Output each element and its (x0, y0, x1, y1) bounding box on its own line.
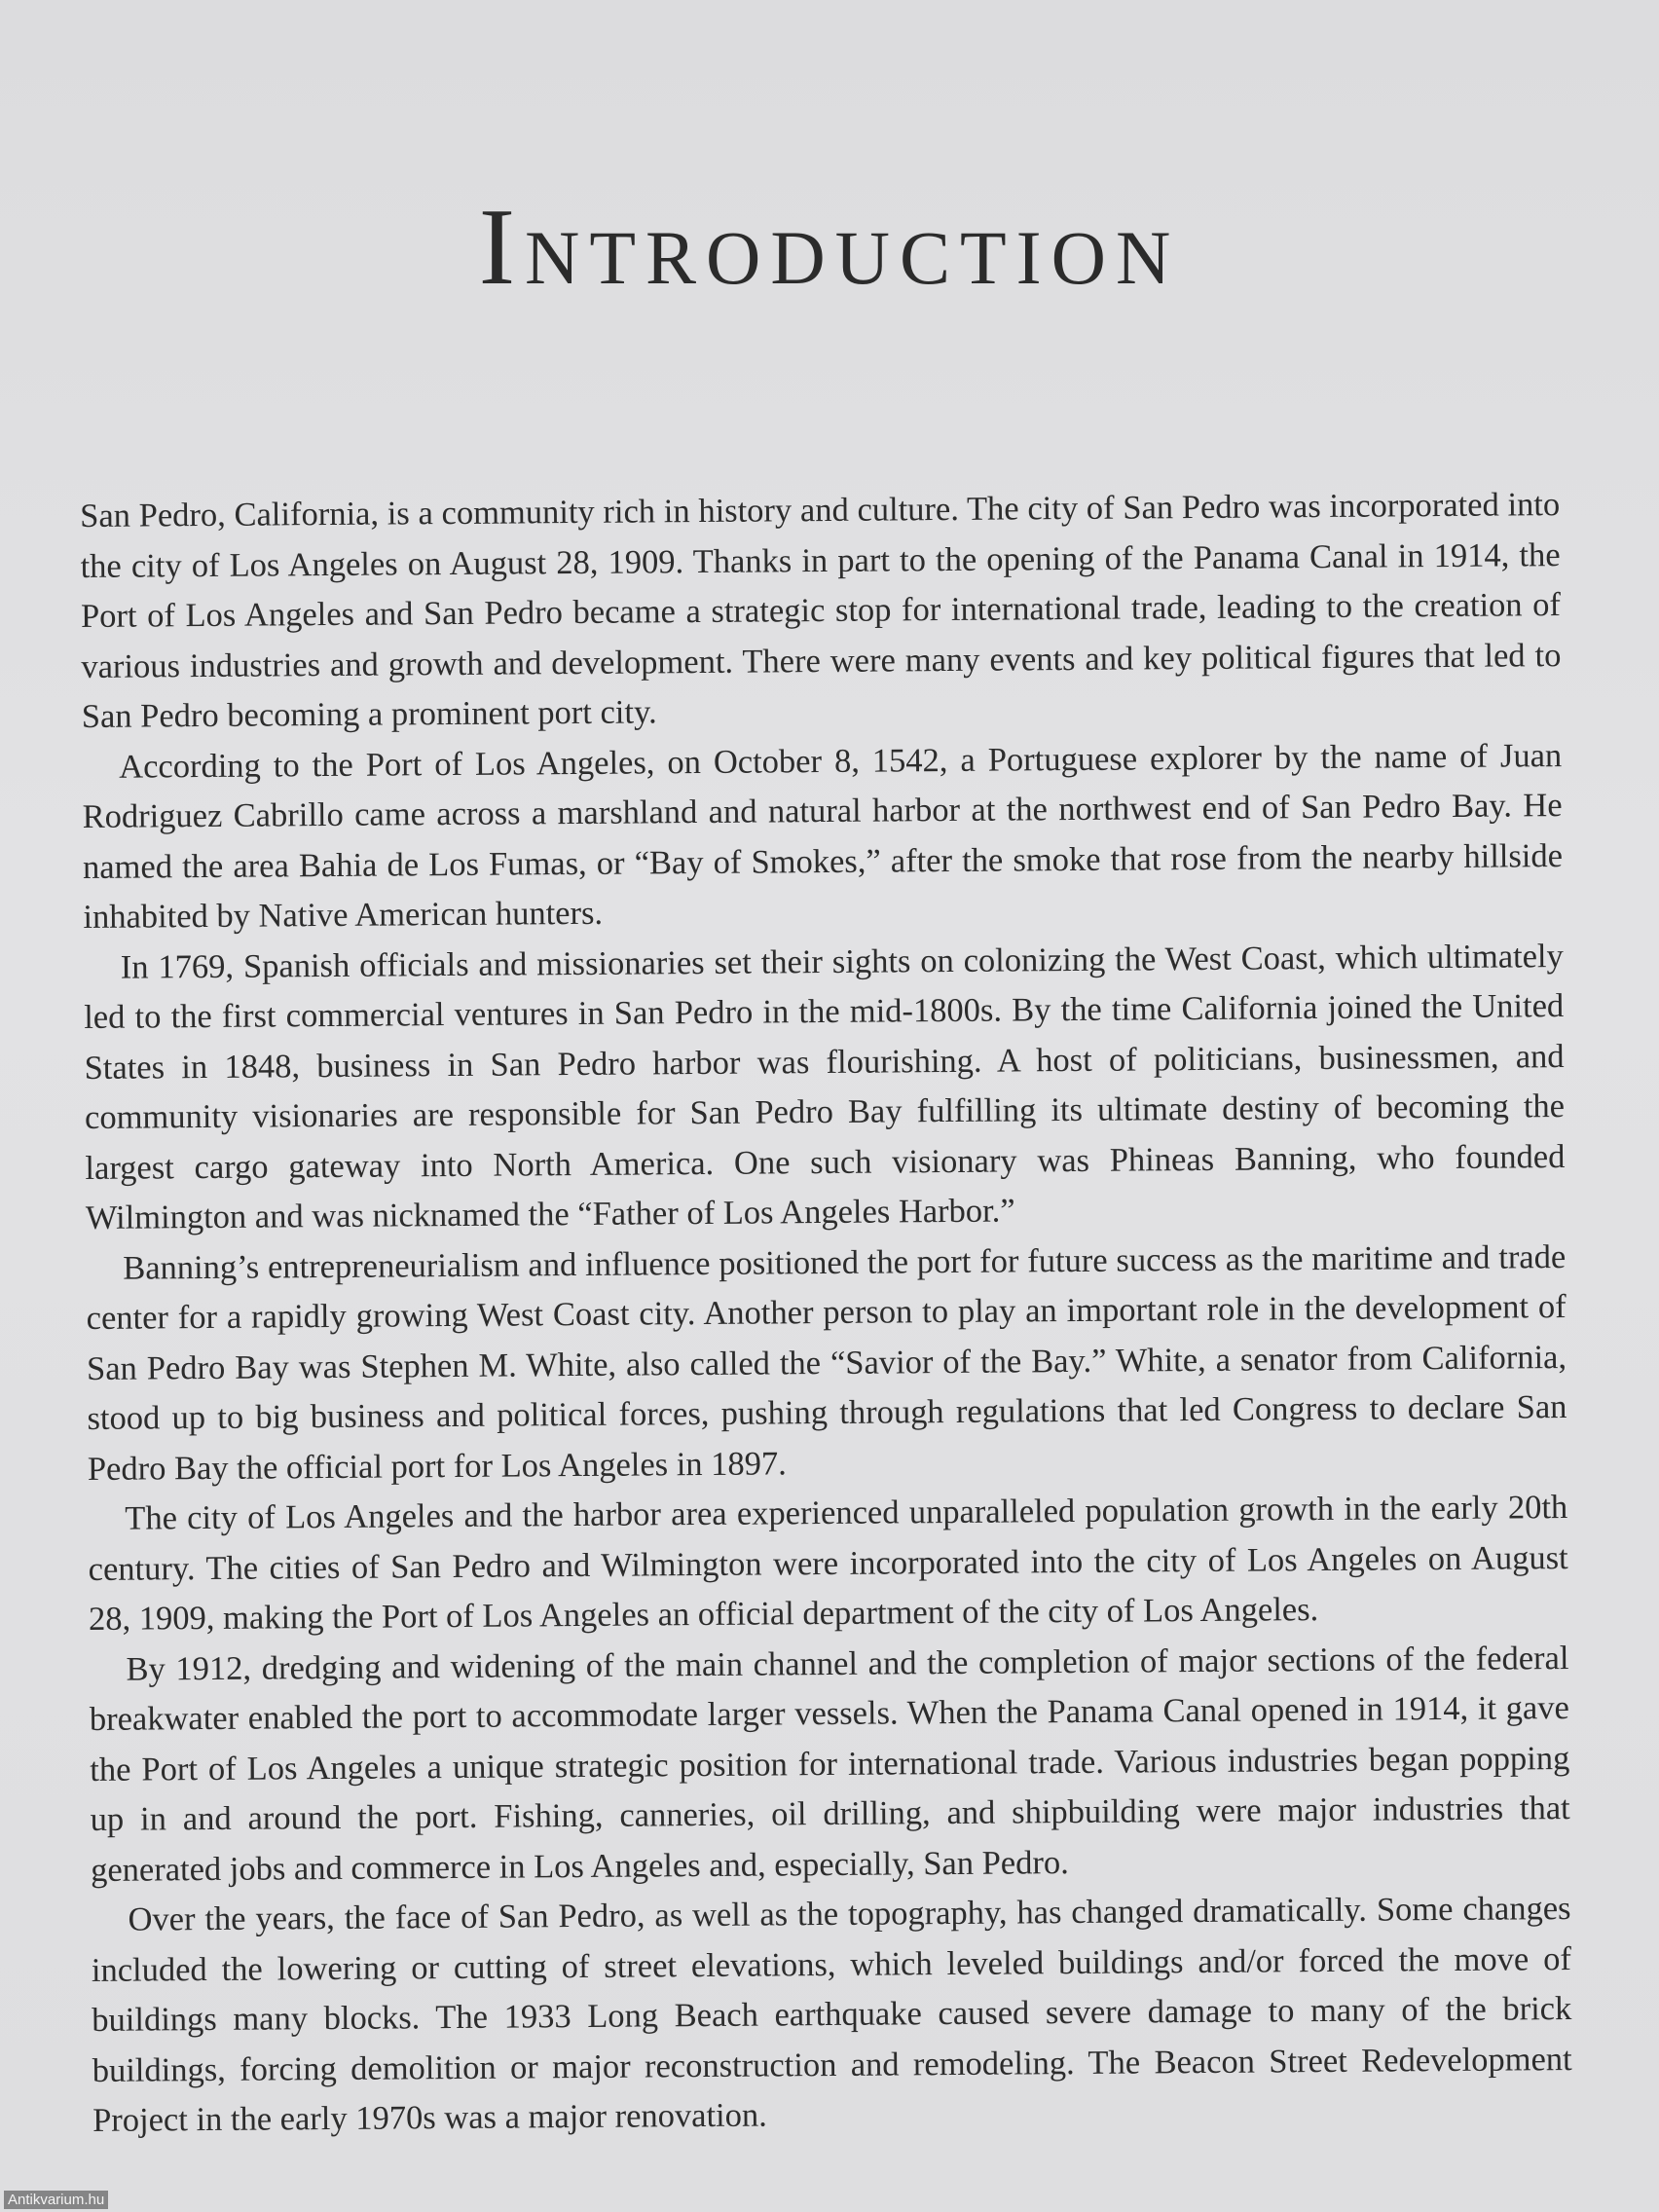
body-text (80, 480, 1572, 2146)
paragraph-3: In 1769, Spanish officials and missionaries set their sights on colonizing the West Coast, which ultimately led to the first commercial ventures in San Pedro in the mid-1800s. By the time California joined the United States in 1848, business in San Pedro harbor was flourishing. A host of politicians, businessmen, and community visionaries are responsible for San Pedro Bay fulfilling its ultimate destiny of becoming the largest cargo gateway into North America. One such visionary was Phineas Banning, who founded Wilmington and was nicknamed the “Father of Los Angeles Harbor.” (84, 937, 1566, 1236)
paragraph-6: By 1912, dredging and widening of the main channel and the completion of major sections of the federal breakwater enabled the port to accommodate larger vessels. When the Panama Canal opened in 1914, it gave the Port of Los Angeles a unique strategic position for international trade. Various industries began popping up in and around the port. Fishing, canneries, oil drilling, and shipbuilding were major industries that generated jobs and commerce in Los Angeles and, especially, San Pedro. (89, 1639, 1570, 1889)
paragraph-5: The city of Los Angeles and the harbor area experienced unparalleled population growth in the early 20th century. The cities of San Pedro and Wilmington were incorporated into the city of Los Angeles on August 28, 1909, making the Port of Los Angeles an official department of the city of Los Angeles. (88, 1489, 1568, 1638)
paragraph-2: According to the Port of Los Angeles, on October 8, 1542, a Portuguese explorer by the name of Juan Rodriguez Cabrillo came across a marshland and natural harbor at the northwest end of San Pedro Bay. He named the area Bahia de Los Fumas, or “Bay of Smokes,” after the smoke that rose from the nearby hillside inhabited by Native American hunters. (82, 736, 1564, 936)
watermark: Antikvarium.hu (4, 2191, 108, 2209)
paragraph-1: San Pedro, California, is a community rich in history and culture. The city of San Pedro was incorporated into the city of Los Angeles on August 28, 1909. Thanks in part to the opening of the Panama Canal in 1914, the Port of Los Angeles and San Pedro became a strategic stop for international trade, leading to the creation of various industries and growth and development. There were many events and key political figures that led to San Pedro becoming a prominent port city. (80, 486, 1562, 735)
paragraph-7: Over the years, the face of San Pedro, as well as the topography, has changed dramatically. Some changes included the lowering or cutting of street elevations, which leveled buildings and/or forced the move of buildings many blocks. The 1933 Long Beach earthquake caused severe damage to many of the brick buildings, forcing demolition or major reconstruction and remodeling. The Beacon Street Redevelopment Project in the early 1970s was a major renovation. (91, 1890, 1572, 2139)
paragraph-4: Banning’s entrepreneurialism and influence positioned the port for future success as the maritime and trade center for a rapidly growing West Coast city. Another person to play an important role in the development of San Pedro Bay was Stephen M. White, also called the “Savior of the Bay.” White, a senator from California, stood up to big business and political forces, pushing through regulations that led Congress to declare San Pedro Bay the official port for Los Angeles in 1897. (86, 1237, 1567, 1488)
page-title: Introduction (478, 187, 1181, 308)
